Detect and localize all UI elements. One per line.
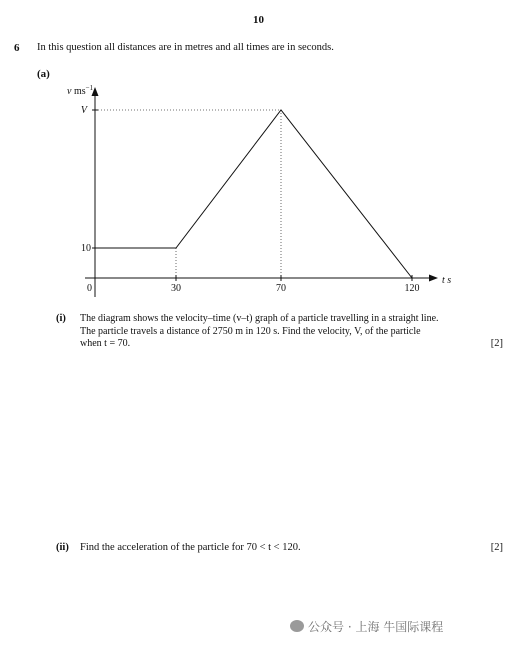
part-a-label: (a) bbox=[37, 68, 50, 80]
question-intro: In this question all distances are in metres and all times are in seconds. bbox=[37, 42, 334, 53]
part-ii-label: (ii) bbox=[56, 542, 69, 553]
part-i-label: (i) bbox=[56, 313, 66, 324]
part-i-line-3: when t = 70. bbox=[80, 338, 131, 349]
page-number: 10 bbox=[253, 14, 264, 26]
velocity-line bbox=[95, 110, 412, 278]
x-tick-label-120: 120 bbox=[404, 283, 420, 294]
part-i-marks: [2] bbox=[490, 338, 503, 349]
part-i-line-2: The particle travels a distance of 2750 m in 120 s. Find the velocity, V, of the particle bbox=[80, 325, 421, 337]
origin-label: 0 bbox=[87, 283, 92, 294]
part-ii-text: Find the acceleration of the particle for 70 < t < 120. bbox=[80, 542, 301, 553]
part-i-line-1: The diagram shows the velocity–time (v–t) graph of a particle travelling in a straight line. bbox=[80, 313, 439, 324]
x-axis-arrow bbox=[429, 275, 438, 282]
part-i-text bbox=[80, 313, 503, 351]
part-ii-marks: [2] bbox=[490, 542, 503, 553]
x-axis-label: t s bbox=[442, 275, 452, 286]
watermark bbox=[290, 618, 443, 635]
wechat-icon bbox=[290, 620, 304, 632]
x-tick-label-70: 70 bbox=[276, 283, 286, 294]
question-number: 6 bbox=[14, 42, 20, 54]
watermark-text: 公众号 · 上海 牛国际课程 bbox=[308, 620, 444, 634]
y-tick-label-v: V bbox=[80, 105, 87, 116]
y-axis-label: v $ms^{-1}$ bbox=[67, 84, 94, 97]
y-tick-label-10: 10 bbox=[81, 243, 91, 254]
velocity-time-graph bbox=[0, 0, 517, 310]
x-tick-label-30: 30 bbox=[171, 283, 181, 294]
